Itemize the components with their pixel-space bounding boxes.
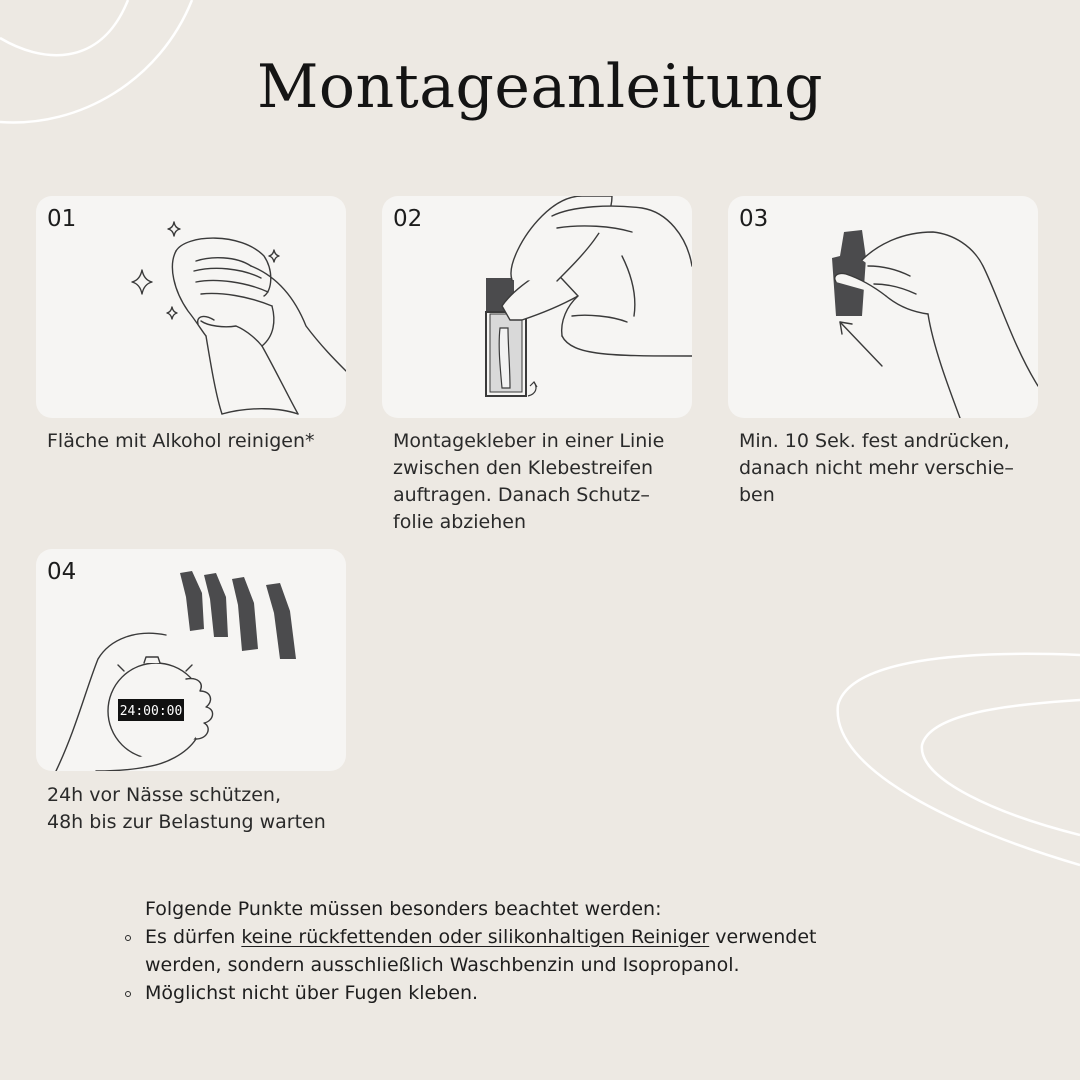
arrow-icon [840,322,882,366]
timer-text: 24:00:00 [119,704,183,719]
note-line: werden, sondern ausschließlich Waschbenzin und Isopropanol. [145,954,740,976]
step-card-01 [36,196,346,418]
caption-line: 48h bis zur Belastung warten [47,811,326,833]
step-card-02 [382,196,692,418]
step-caption-03 [739,428,1059,509]
caption-line: folie abziehen [393,511,527,533]
notes-heading: Folgende Punkte müssen besonders beachtet werden: [145,898,662,920]
caption-line: zwischen den Klebestreifen [393,457,654,479]
step-caption-01 [47,428,367,455]
hook-shapes [180,571,296,659]
note-text: verwendet [709,926,817,948]
step-number: 01 [47,206,77,232]
step-card-04 [36,549,346,771]
hand-cleaning-illustration [36,196,346,418]
page-title: Montageanleitung [256,52,824,122]
sparkle-icon [132,222,279,319]
note-item [122,923,942,979]
step-caption-02 [393,428,713,536]
curve-top-left-inner [0,0,128,55]
caption-line: danach nicht mehr verschie– [739,457,1014,479]
curve-bottom-right-outer [838,654,1080,865]
step-number: 03 [739,206,769,232]
bullet-icon [125,935,131,941]
curve-bottom-right-inner [922,700,1080,835]
bullet-icon [125,991,131,997]
caption-line: Min. 10 Sek. fest andrücken, [739,430,1010,452]
note-item [122,979,942,1007]
caption-line: ben [739,484,775,506]
step-number: 04 [47,559,77,585]
stopwatch-hooks-illustration [36,549,346,771]
note-line: Möglichst nicht über Fugen kleben. [145,982,479,1004]
note-underlined-text: keine rückfettenden oder silikonhaltigen Reiniger [241,926,710,948]
adhesive-application-illustration [382,196,692,418]
step-caption-04 [47,782,367,836]
caption-line: Fläche mit Alkohol reinigen* [47,430,315,452]
notes-section [122,895,942,1007]
step-card-03 [728,196,1038,418]
caption-line: auftragen. Danach Schutz– [393,484,650,506]
caption-line: 24h vor Nässe schützen, [47,784,281,806]
note-line [145,923,942,951]
hook-shape [832,230,866,316]
pressing-hook-illustration [728,196,1038,418]
step-number: 02 [393,206,423,232]
note-text: Es dürfen [145,926,242,948]
caption-line: Montagekleber in einer Linie [393,430,665,452]
